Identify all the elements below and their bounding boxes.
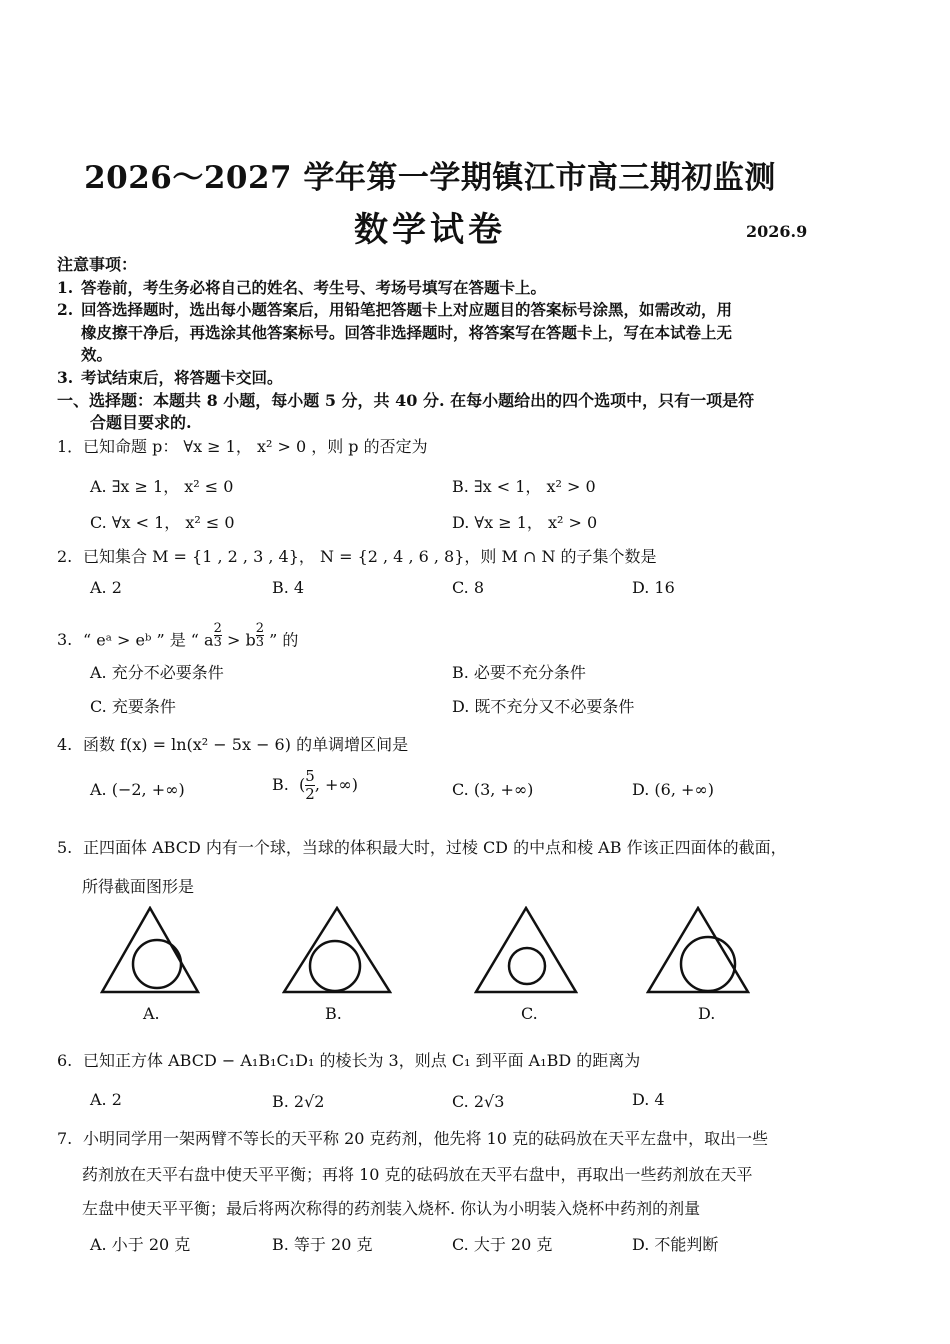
q6-option-b: B. 2√2 <box>272 1092 325 1111</box>
question-5-stem-line-2: 所得截面图形是 <box>82 877 195 896</box>
question-5-stem: 5. 正四面体 ABCD 内有一个球，当球的体积最大时，过棱 CD 的中点和棱 AB 作该正四面体的截面， <box>57 838 787 857</box>
q2-option-d: D. 16 <box>632 578 675 597</box>
q2-option-c: C. 8 <box>452 578 485 597</box>
exam-title: 2026～2027 学年第一学期镇江市高三期初监测 <box>84 160 776 196</box>
q3-option-d: D. 既不充分又不必要条件 <box>452 697 635 716</box>
q4-option-c: C. (3, +∞) <box>452 780 534 799</box>
q3-option-c: C. 充要条件 <box>90 697 176 716</box>
q2-option-a: A. 2 <box>90 578 122 597</box>
note-2-line-2: 橡皮擦干净后，再选涂其他答案标号。回答非选择题时，将答案写在答题卡上，写在本试卷上无 <box>81 323 733 342</box>
q3-option-a: A. 充分不必要条件 <box>90 663 224 682</box>
q1-option-a: A. ∃x ≥ 1， x² ≤ 0 <box>90 477 234 496</box>
figure-c-triangle <box>474 906 578 996</box>
question-4-stem: 4. 函数 f(x) = ln(x² − 5x − 6) 的单调增区间是 <box>57 735 409 754</box>
figure-b-triangle <box>282 906 392 996</box>
q6-option-d: D. 4 <box>632 1090 665 1109</box>
q2-option-b: B. 4 <box>272 578 305 597</box>
q7-option-c: C. 大于 20 克 <box>452 1235 553 1254</box>
q7-option-b: B. 等于 20 克 <box>272 1235 373 1254</box>
exam-date: 2026.9 <box>746 222 808 241</box>
q1-option-d: D. ∀x ≥ 1， x² > 0 <box>452 513 598 532</box>
figure-a-label: A. <box>143 1004 160 1023</box>
question-6-stem: 6. 已知正方体 ABCD − A₁B₁C₁D₁ 的棱长为 3，则点 C₁ 到平面 A₁BD 的距离为 <box>57 1051 641 1070</box>
figure-d-label: D. <box>698 1004 716 1023</box>
exam-subtitle: 数学试卷 <box>354 210 506 250</box>
figure-d-triangle <box>646 906 750 996</box>
q6-option-a: A. 2 <box>90 1090 122 1109</box>
notes-heading: 注意事项： <box>57 255 138 274</box>
note-3: 3. 考试结束后，将答题卡交回。 <box>57 368 283 387</box>
question-7-stem-line-2: 药剂放在天平右盘中使天平平衡；再将 10 克的砝码放在天平右盘中，再取出一些药剂放在天平 <box>82 1165 753 1184</box>
question-3-stem: 3. “ eᵃ > eᵇ ” 是 “ a $^{\frac{2}{3}}$ > b $^{\frac{2}{3}}$ ” 的 <box>57 621 299 650</box>
figure-b-label: B. <box>325 1004 342 1023</box>
note-2: 2. 回答选择题时，选出每小题答案后，用铅笔把答题卡上对应题目的答案标号涂黑，如需改动，用 <box>57 300 733 319</box>
question-7-stem: 7. 小明同学用一架两臂不等长的天平称 20 克药剂，他先将 10 克的砝码放在天平左盘中，取出一些 <box>57 1129 769 1148</box>
q4-option-a: A. (−2, +∞) <box>90 780 185 799</box>
q1-option-b: B. ∃x < 1， x² > 0 <box>452 477 596 496</box>
section-1-heading: 一、选择题：本题共 8 小题，每小题 5 分，共 40 分. 在每小题给出的四个选项中，只有一项是符 <box>57 391 755 410</box>
note-2-line-3: 效。 <box>81 345 113 364</box>
section-1-heading-line-2: 合题目要求的. <box>90 413 192 432</box>
question-7-stem-line-3: 左盘中使天平平衡；最后将两次称得的药剂装入烧杯. 你认为小明装入烧杯中药剂的剂量 <box>82 1199 701 1218</box>
q7-option-d: D. 不能判断 <box>632 1235 719 1254</box>
figure-a-triangle <box>100 906 200 996</box>
q3-option-b: B. 必要不充分条件 <box>452 663 586 682</box>
note-1: 1. 答卷前，考生务必将自己的姓名、考生号、考场号填写在答题卡上。 <box>57 278 547 297</box>
q7-option-a: A. 小于 20 克 <box>90 1235 191 1254</box>
question-1-stem: 1．已知命题 p： ∀x ≥ 1， x² > 0 ，则 p 的否定为 <box>57 437 428 456</box>
figure-c-label: C. <box>521 1004 538 1023</box>
question-2-stem: 2. 已知集合 M = {1 , 2 , 3 , 4}， N = {2 , 4 , 6 , 8}，则 M ∩ N 的子集个数是 <box>57 547 657 566</box>
q6-option-c: C. 2√3 <box>452 1092 505 1111</box>
q4-option-d: D. (6, +∞) <box>632 780 714 799</box>
q4-option-b: B. ( $\frac{5}{2}$ , +∞) <box>272 767 358 803</box>
q1-option-c: C. ∀x < 1， x² ≤ 0 <box>90 513 235 532</box>
